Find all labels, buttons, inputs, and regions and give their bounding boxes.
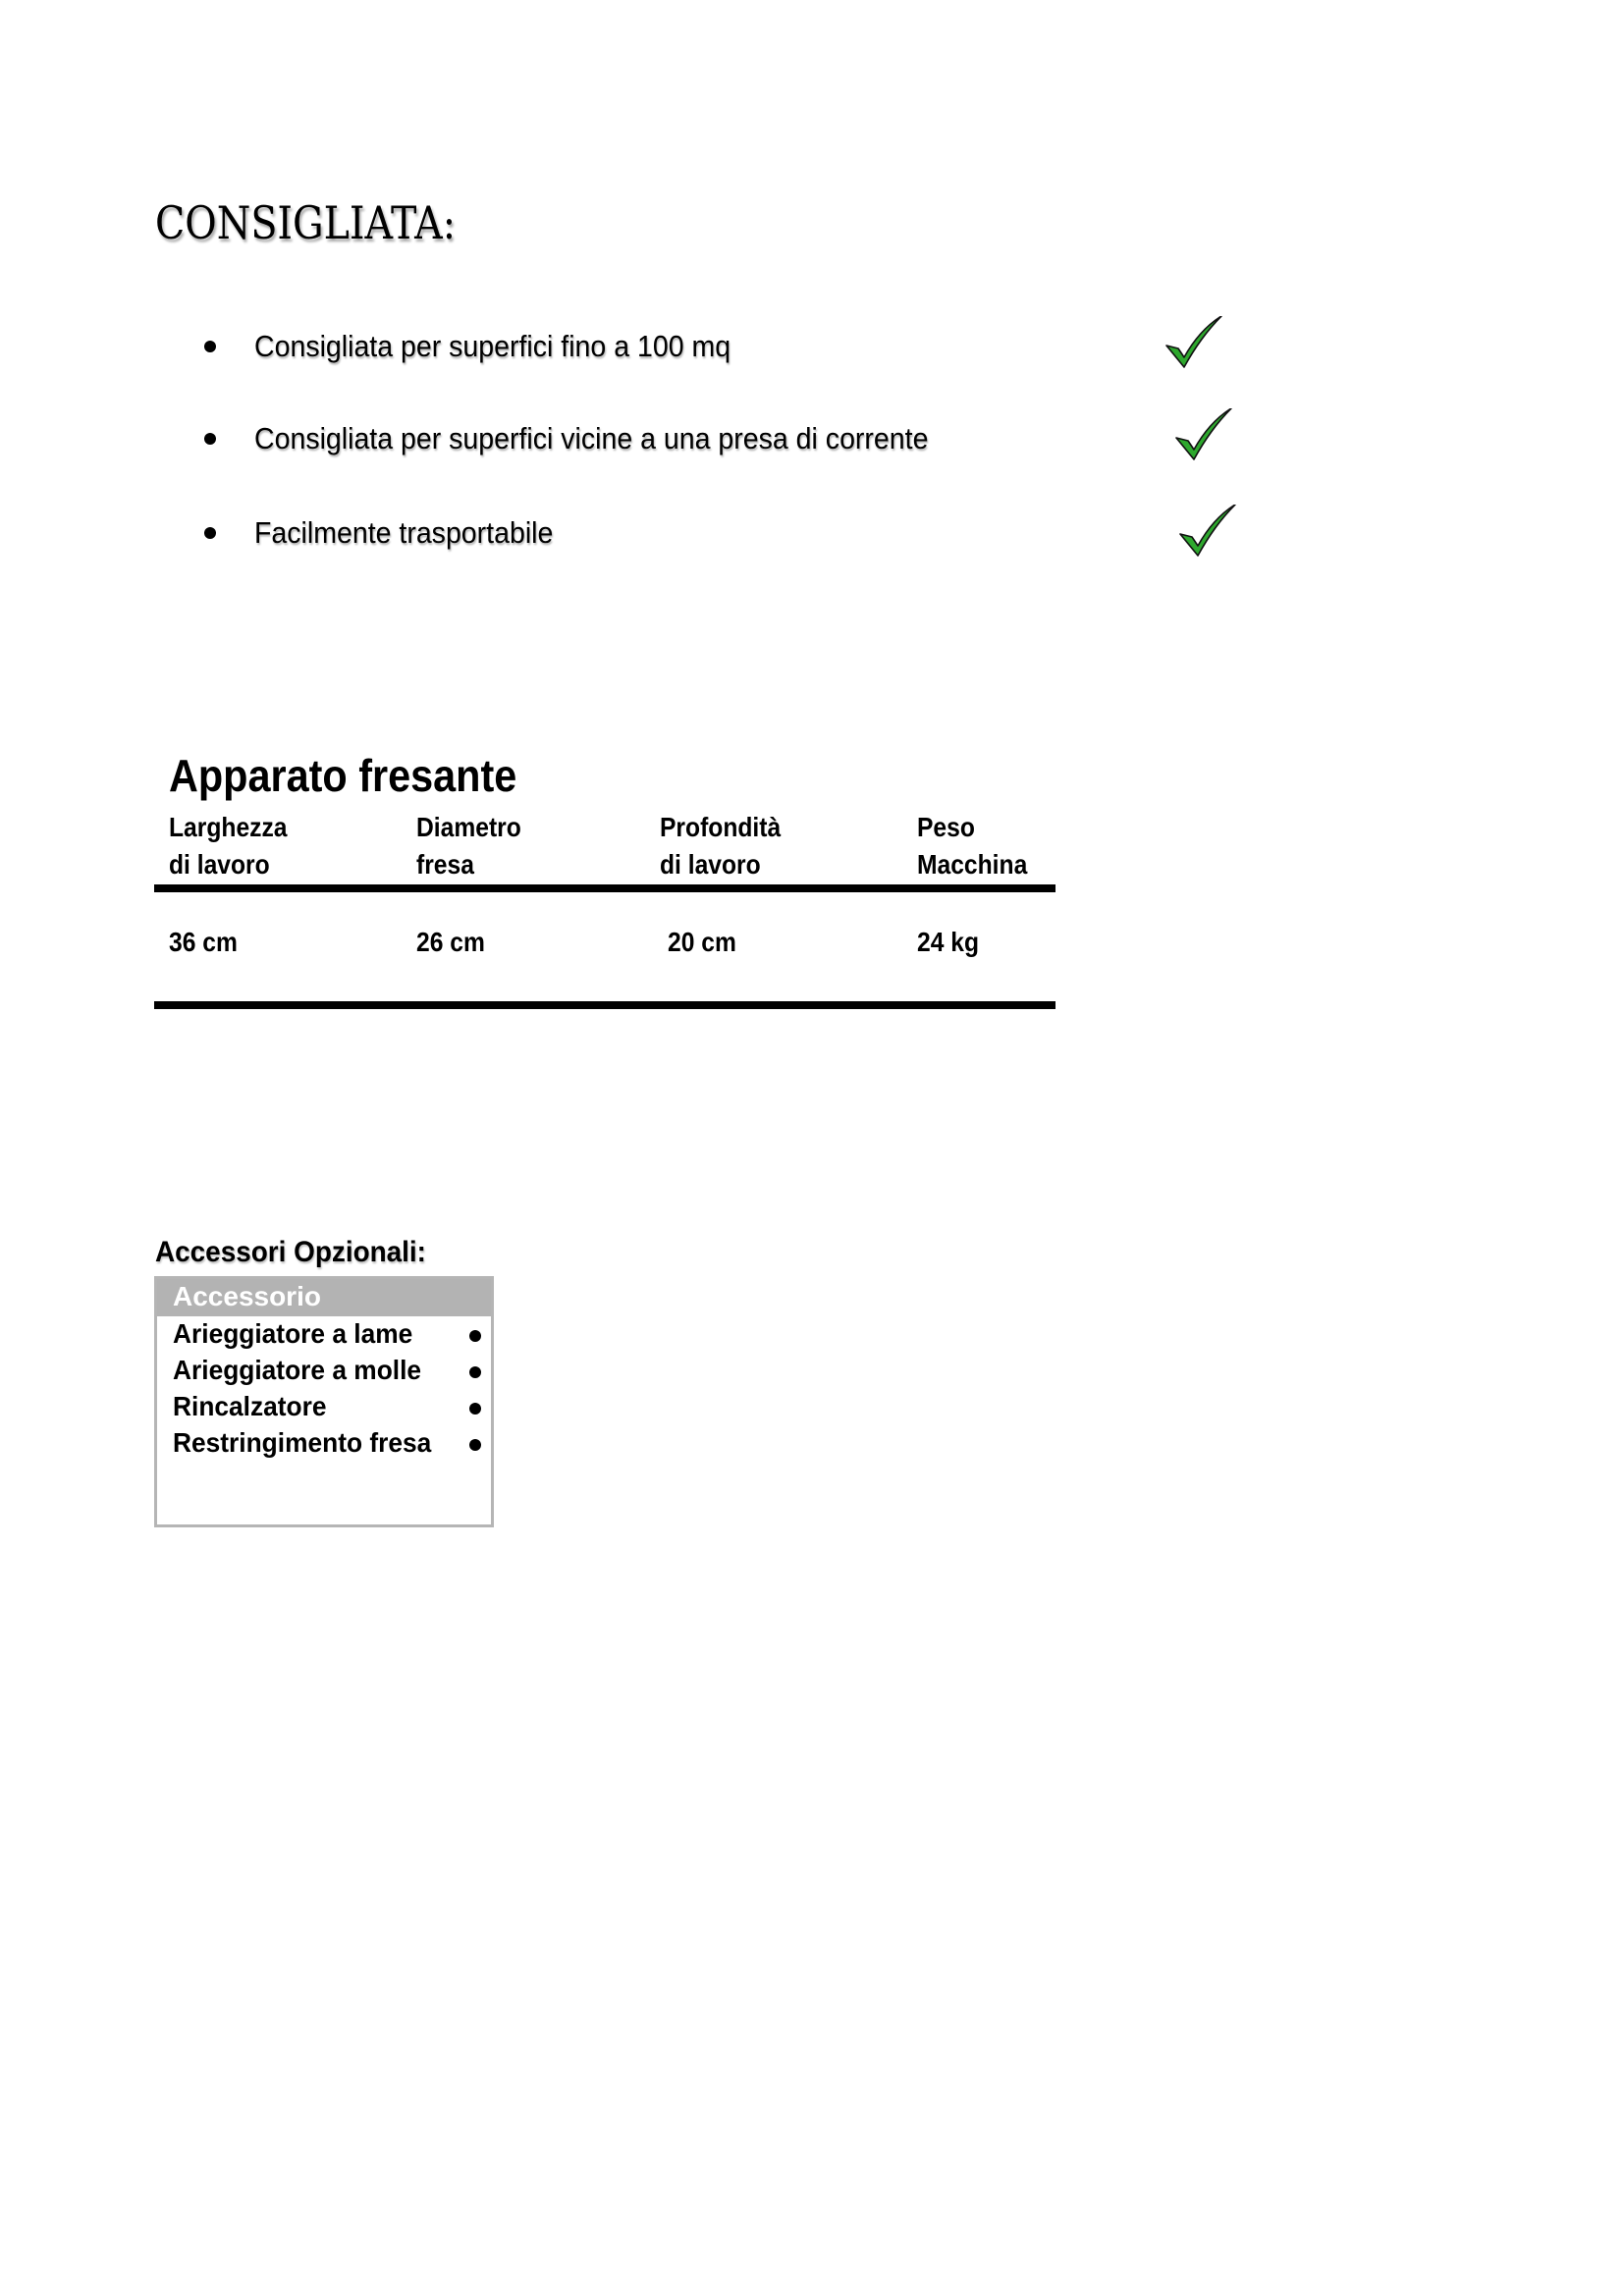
accessory-row [173, 1427, 487, 1464]
recommendation-item [204, 416, 1284, 465]
recommendation-item [204, 324, 1284, 373]
check-icon [1178, 505, 1237, 560]
accessory-label: Rincalzatore [173, 1391, 327, 1421]
accessory-label: Restringimento fresa [173, 1427, 432, 1458]
accessory-row [173, 1391, 487, 1427]
check-icon [1164, 316, 1223, 371]
table-rule-top [154, 884, 1056, 892]
accessories-header [157, 1279, 491, 1316]
check-icon [1174, 408, 1233, 463]
spec-value: 36 cm [169, 927, 238, 957]
spec-header-line: di lavoro [169, 849, 270, 880]
accessory-label: Arieggiatore a molle [173, 1355, 422, 1385]
spec-header [416, 809, 521, 883]
bullet-icon [204, 341, 216, 352]
bullet-icon [469, 1330, 481, 1342]
spec-header-line: Macchina [917, 849, 1028, 880]
spec-header [660, 809, 781, 883]
section-title-accessori: Accessori Opzionali: [155, 1236, 426, 1268]
recommendation-item [204, 510, 1284, 560]
spec-header-line: Larghezza [169, 812, 288, 842]
bullet-icon [469, 1366, 481, 1378]
spec-value: 20 cm [668, 927, 736, 957]
spec-value: 24 kg [917, 927, 980, 957]
accessories-header-label: Accessorio [173, 1281, 321, 1311]
section-title-consigliata: CONSIGLIATA: [155, 196, 457, 249]
bullet-icon [469, 1403, 481, 1415]
recommendation-text: Facilmente trasportabile [254, 515, 554, 550]
spec-header-line: Diametro [416, 812, 521, 842]
table-rule-bottom [154, 1001, 1056, 1009]
accessory-label: Arieggiatore a lame [173, 1318, 413, 1349]
bullet-icon [204, 433, 216, 445]
spec-header-line: Profondità [660, 812, 782, 842]
spec-header-line: fresa [416, 849, 474, 880]
accessory-row [173, 1318, 487, 1355]
spec-header-line: di lavoro [660, 849, 761, 880]
bullet-icon [204, 527, 216, 539]
spec-header-line: Peso [917, 812, 975, 842]
accessories-table [154, 1276, 494, 1527]
recommendation-text: Consigliata per superfici fino a 100 mq [254, 329, 731, 363]
section-title-apparato: Apparato fresante [169, 750, 517, 801]
spec-header [169, 809, 288, 883]
spec-header [917, 809, 1027, 883]
spec-value: 26 cm [416, 927, 485, 957]
accessory-row [173, 1355, 487, 1391]
recommendation-text: Consigliata per superfici vicine a una presa di corrente [254, 421, 929, 455]
bullet-icon [469, 1439, 481, 1451]
